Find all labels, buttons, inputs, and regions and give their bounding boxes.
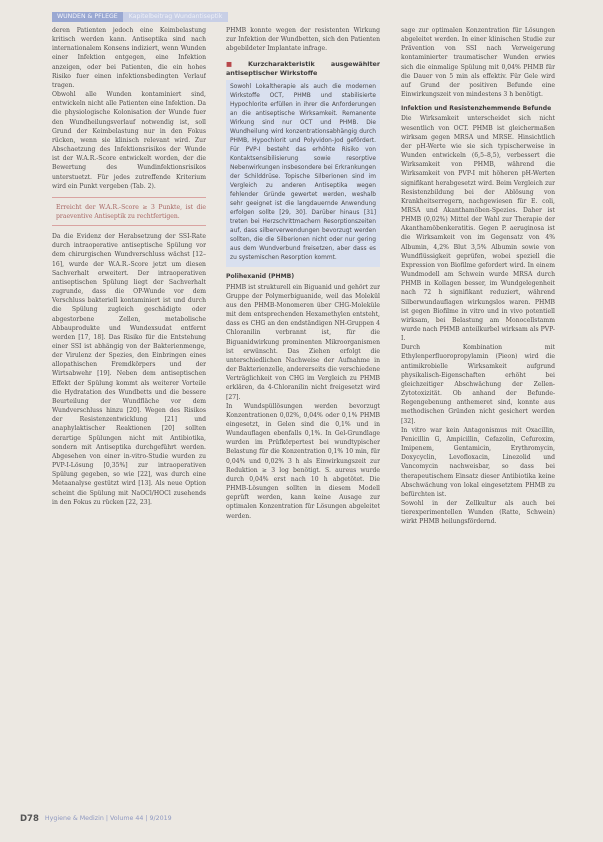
text-column-left xyxy=(52,26,206,776)
running-header xyxy=(52,12,228,22)
paragraph: PHMB konnte wegen der resistenten Wirkung zur Infektion der Wundbetten, sich den Patienten abgebildeter Implantate infrage. xyxy=(226,27,380,53)
page-footer xyxy=(20,814,172,824)
paragraph: sage zur optimalen Konzentration für Lösungen abgeleitet werden. In einer klinischen Studie zur Prävention von SSI nach Verweigerung kontaminierter traumatischer Wunden erwies sich die einmalige Spülung mit 0,04% PHMB für die Dauer von 5 min als effektiv. Für Gele wird auf Grund der positiven Befunde eine Einwirkungszeit von mindestens 3 h benötigt. xyxy=(401,27,555,99)
summary-infobox: Sowohl Lokaltherapie als auch die modernen Wirkstoffe OCT, PHMB und stabilisierte Hypochlorite erfüllen in ihrer die Anforderungen an die antiseptische Wirksamkeit. Remanente Wirkung sind nur OCT und PHMB. Die Wundheilung wird konzentrationsabhängig durch PHMB, Hypochlorit und Polyvidon-Jod gefördert. Für PVP-I besteht das erhöhte Risiko von Kontaktsensibilisierung sowie resorptive Nebenwirkungen insbesondere bei Erkrankungen der Schilddrüse. Topische Silberionen sind im Vergleich zu anderen Antiseptika wegen fehlender Gründe gewertet werden, weshalb sehr geeignet ist die langdauernde Anwendung erfolgen sollte [29, 30]. Darüber hinaus [31] treten bei Herzschrittmachern Resorptionszeiten auf, dass silberverwendungen bevorzugt werden sollten, die die Silberionen nicht oder nur gering aus dem Wundverbund freisetzen, aber dass es zu systemischen Resorption kommt. xyxy=(226,80,380,267)
square-bullet-icon: ■ xyxy=(226,60,247,69)
section-heading xyxy=(226,60,380,77)
paragraph: Da die Evidenz der Herabsetzung der SSI-Rate durch intraoperative antiseptische Spülung vor dem chirurgischen Wundverschluss wächst [12–16], wurde der W.A.R.-Score jetzt um diesen Sachverhalt erweitert. Der intraoperativen antiseptischen Spülung liegt der Sachverhalt zugrunde, dass die OP-Wunde vor dem Verschluss bakteriell kontaminiert ist und durch die Spülung zugleich geschädigte oder abgestorbene Zellen, metabolische Abbauprodukte und Wundexsudat entfernt werden [17, 18]. Das Risiko für die Entstehung einer SSI ist abhängig von der Bakterienmenge, der Virulenz der Spezies, den Einbringen eines allopathischen Fremdkörpers und der Wirtsabwehr [19]. Neben dem antiseptischen Effekt der Spülung kommt als weiterer Vorteile die Hydratation des Wundbetts und die bessere Beurteilung der Wundfläche vor dem Wundverschluss hinzu [20]. Wegen des Risikos der Resistenzentwicklung [21] und anaphylaktischer Reaktionen [20] sollten derartige Spülungen nicht mit Antibiotika, sondern mit Antiseptika durchgeführt werden. Abgesehen von einer in-vitro-Studie wurden zu PVP-I-Lösung [0,35%] zur intraoperativen Spülung gegeben, so wie [22], was durch eine Metaanalyse gestützt wird [13]. Als neue Option scheint die Spülung mit NaOCl/HOCl zusehends in den Fokus zu rücken [22, 23]. xyxy=(52,233,206,506)
section-heading-text: Kurzcharakteristik ausgewählter antiseptischer Wirkstoffe xyxy=(226,60,380,77)
subsection-heading: Polihexanid (PHMB) xyxy=(226,273,295,281)
text-column-middle xyxy=(226,26,380,786)
paragraph: deren Patienten jedoch eine Keimbelastung kritisch werden kann. Antiseptika sind nach internationalem Konsens indiziert, wenn Wunden einer Infektion entgegen, eine Infektion anzeigen, oder bei Patienten, die ein hohes Risiko fuer einen infektionsbedingten Verlauf tragen. xyxy=(52,27,206,89)
journal-citation: Hygiene & Medizin | Volume 44 | 9/2019 xyxy=(44,815,172,822)
paragraph: Die Wirksamkeit unterscheidet sich nicht wesentlich von OCT. PHMB ist gleichermaßen wirksam gegen MRSA und MRSE. Hinsichtlich der pH-Werte wie sie sich typischerweise in Wunden entwickeln (6,5–8,5), verbessert die Wirksamkeit von PHMB, während die Wirksamkeit von PVP-I mit höheren pH-Werten signifikant herabgesetzt wird. Beim Vergleich zur Resistenzbildung bei der Ablösung von Krankheitserregern, nachgewiesen für E. coli, MRSA und Akanthamöben-Spezies. Daher ist PHMB (0,02%) Mittel der Wahl zur Therapie der Akanthamöbenkeratitis. Gegen P. aeruginosa ist die Wirksamkeit von im Gegensatz von 4% Albumin, 4,2% Blut 3,5% Albumin sowie von Wundflüssigkeit geprüfen, wobei speziell die Expression von Biofilme gefordert wird. In einem Wundmodell am Schwein wurde MRSA durch PHMB in Kollagen besser, im Wundgelegenheit nach 72 h signifikant reduziert, während Silberwundauflagen wirkungslos waren. PHMB ist gegen Biofilme in vitro und in vivo potentiell wirksam, bei Belastung am Monocellstamm wurde nach PHMB anteilkurbel wirksam als PVP-I. xyxy=(401,115,555,343)
header-topic-label: Kapitelbeitrag Wundantiseptik xyxy=(123,12,229,22)
subsection-heading: Infektion und Resistenzhemmende Befunde xyxy=(401,105,552,113)
paragraph: Durch Kombination mit Ethylenperfluoropropylamin (Pieon) wird die antimikrobielle Wirksamkeit aufgrund physikalisch-Eigenschaften erhöht bei gleichzeitiger Abschwächung der Zellen-Zytotoxizität. Ob anhand der Befunde-Regengebenung anthemeret sind, konnte aus methodischen Gründen nicht gesichert werden [32]. xyxy=(401,344,555,425)
header-section-label: WUNDEN & PFLEGE xyxy=(52,12,123,22)
paragraph: Sowohl in der Zellkultur als auch bei tierexperimentellen Wunden (Ratte, Schwein) wirkt PHMB heilungsfördernd. xyxy=(401,499,555,526)
paragraph: In vitro war kein Antagonismus mit Oxacillin, Penicillin G, Ampicillin, Cefazolin, Cefuroxim, Imipenem, Gentamicin, Erythromycin, Doxycyclin, Levofloxacin, Linezolid und Vancomycin nachweisbar, so dass bei therapeutischem Einsatz dieser Antibiotika keine Abschwächung von lokal eingesetztem PHMB zu befürchten ist. xyxy=(401,426,555,498)
paragraph: In Wundspüllösungen werden bevorzugt Konzentrationen 0,02%, 0,04% oder 0,1% PHMB eingesetzt, in Gelen sind die 0,1% und in Wundauflagen ebenfalls 0,1%. In Gel-Grundlage wurden im Prüfkörpertest bei wundtypischer Belastung für die Konzentration 0,1% 10 min, für 0,04% und 0,02% 3 h als Einwirkungszeit zur Reduktion ≥ 3 log benötigt. S. aureus wurde durch 0,04% erst nach 10 h abgetötet. Die PHMB-Lösungen sollten in diesem Modell geprüft werden, kann keine Ausage zur optimalen Konzentration für Lösungen abgeleitet werden. xyxy=(226,402,380,520)
paragraph: Obwohl alle Wunden kontaminiert sind, entwickeln nicht alle Patienten eine Infektion. Da die physiologische Kolonisation der Wunde fuer den Wundheilungsverlauf notwendig ist, soll Grund der Keimbelastung nur in den Fokus rücken, wenn sie klinisch relevant wird. Zur Abschaetzung des Infektionsrisikos der Wunde ist der W.A.R.-Score entwickelt worden, der die Bewertung des Wundinfektionsrisikos unterstuetzt. Für jedes zutreffende Kriterium wird ein Punkt vergeben (Tab. 2). xyxy=(52,91,206,190)
page-number: D78 xyxy=(20,814,39,824)
paragraph: PHMB ist strukturell ein Biguanid und gehört zur Gruppe der Polymerbiguanide, weil das Molekül aus den PHMB-Monomeren über CHG-Moleküle mit dem entsprechenden Hexamethylen entsteht, dass es CHG an den endständigen NH-Gruppen 4 Chloranilin verbrannt ist, für die Biguanidwirkung prominenten Mikroorganismen ist erwünscht. Das Ziehen erfolgt die unterschiedlichen Nachweise der Aufnahme in der Bakterienzelle, andererseits die verschiedene Verträglichkeit von CHG im Vergleich zu PHMB erklären, da 4-Chloranilin nicht freigesetzt wird [27]. xyxy=(226,283,380,401)
highlight-box: Erreicht der W.A.R.-Score ≥ 3 Punkte, ist die praeventive Antiseptik zu rechtfertigen. xyxy=(52,197,206,226)
text-column-right xyxy=(401,26,555,786)
